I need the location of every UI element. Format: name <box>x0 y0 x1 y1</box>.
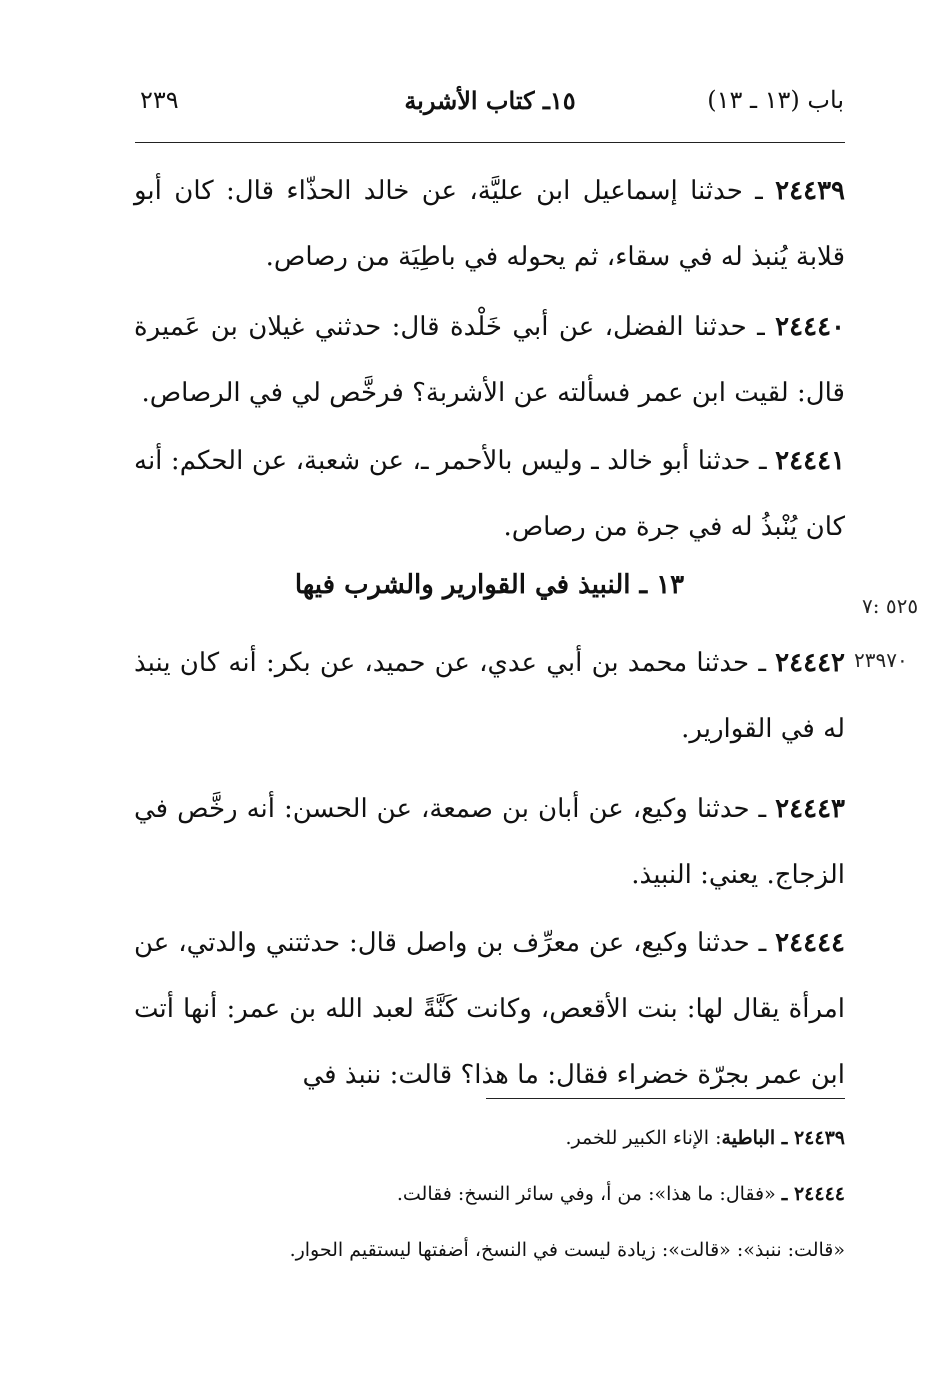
footnote <box>134 1236 845 1264</box>
footnote-number: ٢٤٤٣٩ <box>793 1127 845 1149</box>
hadith-number: ٢٤٤٤٠ <box>775 312 845 342</box>
hadith-paragraph <box>134 158 845 290</box>
page-number: ٢٣٩ <box>140 86 179 114</box>
header-divider <box>135 142 845 143</box>
hadith-number: ٢٤٤٤٣ <box>775 794 845 824</box>
footnote-number: ٢٤٤٤٤ <box>793 1183 845 1205</box>
footnote-divider <box>486 1098 845 1099</box>
footnote-text: : الإناء الكبير للخمر. <box>565 1127 722 1149</box>
hadith-paragraph <box>134 428 845 560</box>
margin-reference: ٢٣٩٧٠ <box>854 648 908 672</box>
hadith-paragraph <box>134 630 845 762</box>
chapter-ref: باب (١٣ ـ ١٣) <box>707 86 844 114</box>
hadith-text: ـ حدثنا إسماعيل ابن عليَّة، عن خالد الحذّاء قال: كان أبو قلابة يُنبذ له في سقاء، ثم يحوله في باطِيَة من رصاص. <box>134 176 845 272</box>
hadith-text: ـ حدثنا أبو خالد ـ وليس بالأحمر ـ، عن شعبة، عن الحكم: أنه كان يُنْبذُ له في جرة من رصاص. <box>134 446 845 542</box>
hadith-paragraph <box>134 910 845 1108</box>
hadith-number: ٢٤٤٣٩ <box>775 176 845 206</box>
footnote-text: «فقال: ما هذا»: من أ، وفي سائر النسخ: فقالت. <box>396 1183 782 1205</box>
footnote-text: «قالت: ننبذ»: «قالت»: زيادة ليست في النسخ، أضفتها ليستقيم الحوار. <box>289 1239 845 1261</box>
hadith-paragraph <box>134 776 845 908</box>
hadith-number: ٢٤٤٤٢ <box>775 648 845 678</box>
section-heading: ١٣ ـ النبيذ في القوارير والشرب فيها <box>294 570 685 600</box>
footnote-label: ـ الباطية <box>721 1127 794 1149</box>
footnote-label: ـ <box>781 1183 794 1205</box>
footnote <box>134 1180 845 1208</box>
hadith-text: ـ حدثنا الفضل، عن أبي خَلْدة قال: حدثني غيلان بن عَميرة قال: لقيت ابن عمر فسألته عن الأشربة؟ فرخَّص لي في الرصاص. <box>134 312 845 408</box>
hadith-text: ـ حدثنا وكيع، عن أبان بن صمعة، عن الحسن: أنه رخَّص في الزجاج. يعني: النبيذ. <box>134 794 845 890</box>
hadith-text: ـ حدثنا وكيع، عن معرِّف بن واصل قال: حدثتني والدتي، عن امرأة يقال لها: بنت الأقعص، وكانت كَنَّةً لعبد الله بن عمر: أنها أتت ابن عمر بجرّة خضراء فقال: ما هذا؟ قالت: ننبذ في <box>134 928 845 1090</box>
hadith-paragraph <box>134 294 845 426</box>
hadith-number: ٢٤٤٤١ <box>775 446 845 476</box>
footnote <box>134 1124 845 1152</box>
hadith-number: ٢٤٤٤٤ <box>775 928 845 958</box>
margin-reference: ٥٢٥ :٧ <box>862 594 919 618</box>
book-title: ١٥ـ كتاب الأشربة <box>404 86 576 115</box>
hadith-text: ـ حدثنا محمد بن أبي عدي، عن حميد، عن بكر: أنه كان ينبذ له في القوارير. <box>134 648 845 744</box>
